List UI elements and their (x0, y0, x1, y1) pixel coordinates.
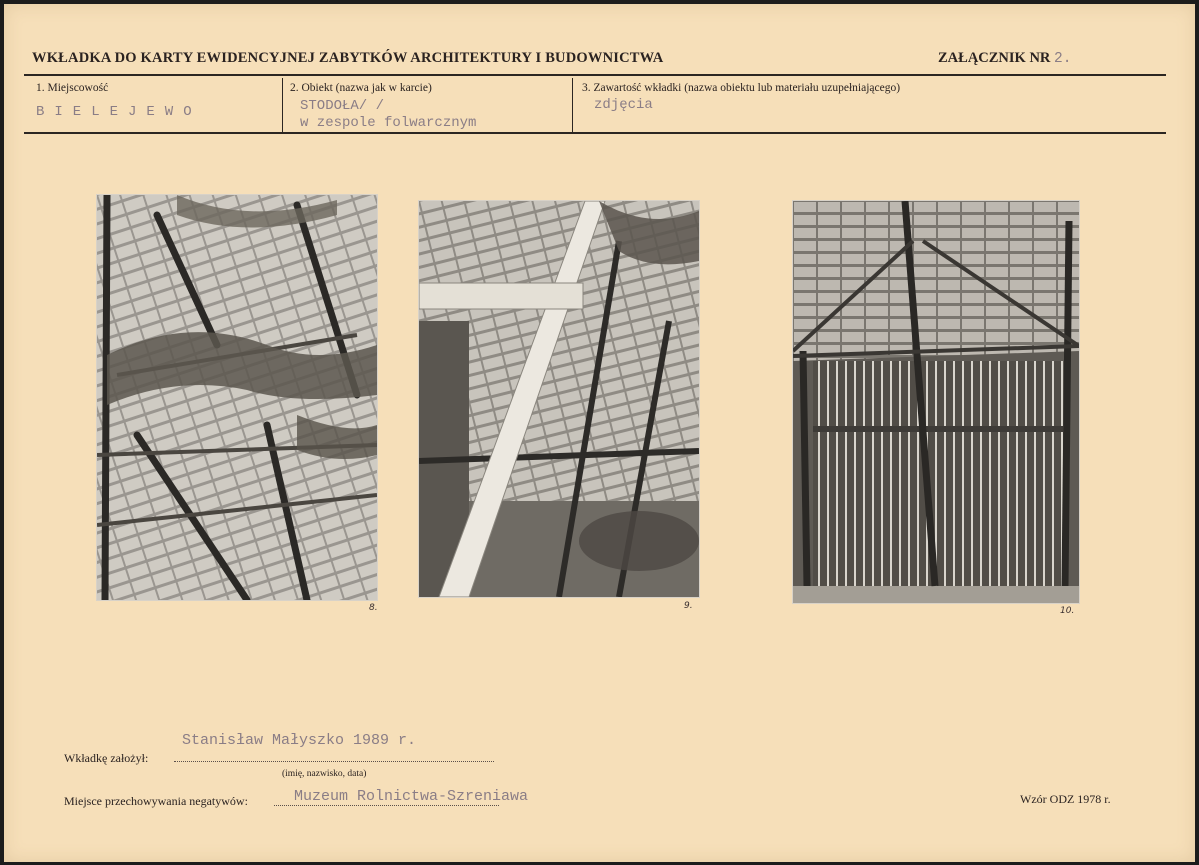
contents-value: zdjęcia (594, 97, 653, 113)
photo-barn-gate (792, 200, 1080, 604)
field-divider-1 (282, 78, 283, 134)
author-label: Wkładkę założył: (64, 751, 149, 765)
contents-label: 3. Zawartość wkładki (nazwa obiektu lub materiału uzupełniającego) (582, 82, 901, 94)
object-value-line2: w zespole folwarcznym (300, 115, 477, 131)
storage-dotted-line (274, 805, 499, 806)
annex-label: ZAŁĄCZNIK NR (938, 50, 1051, 66)
author-hint: (imię, nazwisko, data) (282, 769, 367, 779)
author-value: Stanisław Małyszko 1989 r. (182, 732, 417, 749)
header-rule (24, 74, 1166, 76)
photo-number-8: 8. (369, 603, 378, 613)
photo-roof-truss (96, 194, 378, 601)
field-divider-2 (572, 78, 573, 134)
annex-number (938, 50, 1071, 67)
annex-value: 2. (1054, 51, 1072, 67)
document-title: WKŁADKA DO KARTY EWIDENCYJNEJ ZABYTKÓW ARCHITEKTURY I BUDOWNICTWA (32, 50, 664, 66)
record-sheet (4, 4, 1195, 862)
photo-number-10: 10. (1060, 606, 1075, 616)
locality-label: 1. Miejscowość (36, 82, 109, 94)
object-label: 2. Obiekt (nazwa jak w karcie) (290, 82, 432, 94)
storage-label: Miejsce przechowywania negatywów: (64, 794, 248, 808)
author-dotted-line (174, 761, 494, 762)
photo-number-9: 9. (684, 601, 693, 611)
object-value-line1: STODOŁA/ / (300, 98, 385, 114)
locality-value: BIELEJEWO (36, 104, 202, 120)
photo-roof-posts (418, 200, 700, 598)
fields-rule (24, 132, 1166, 134)
storage-value: Muzeum Rolnictwa-Szreniawa (294, 788, 529, 805)
form-model: Wzór ODZ 1978 r. (1020, 792, 1111, 806)
